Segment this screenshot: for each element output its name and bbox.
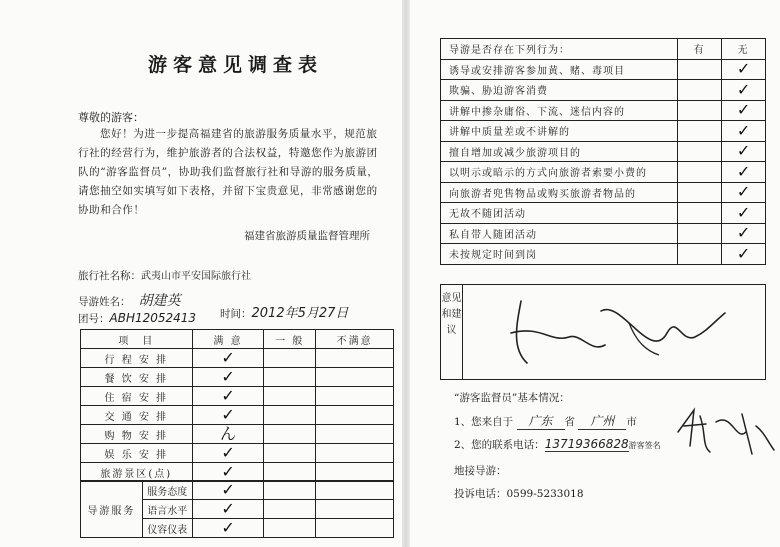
check-mark: ✓ — [192, 349, 264, 368]
time-row — [220, 302, 348, 321]
guide-service-table — [80, 480, 394, 538]
guide-item: 仪容仪表 — [142, 519, 192, 538]
time-value: 2012年5月27日 — [251, 306, 349, 321]
city-value: 广州 — [578, 412, 626, 430]
guide-item: 服务态度 — [142, 481, 192, 500]
behavior-row — [441, 121, 766, 142]
check-mark: ✓ — [722, 141, 766, 162]
check-mark: ✓ — [192, 481, 264, 500]
agency-value: 武夷山市平安国际旅行社 — [141, 271, 251, 282]
check-mark: ✓ — [192, 368, 264, 387]
behavior-item: 擅自增加或减少旅游项目的 — [441, 141, 678, 162]
guide-value: 胡建英 — [138, 293, 181, 309]
behavior-item: 未按规定时间到岗 — [441, 244, 678, 265]
rating-item: 娱 乐 安 排 — [81, 444, 193, 463]
greeting: 尊敬的游客： — [78, 111, 144, 124]
origin-label: 1、您来自于 — [454, 416, 514, 428]
check-mark: ✓ — [722, 182, 766, 203]
rating-item: 行 程 安 排 — [81, 349, 193, 368]
tourist-signature — [672, 402, 777, 460]
check-mark: ✓ — [722, 223, 766, 244]
organization-name: 福建省旅游质量监督管理所 — [244, 230, 370, 242]
behavior-row — [441, 141, 766, 162]
province-value: 广东 — [517, 412, 565, 430]
rating-row — [81, 425, 394, 444]
check-mark: ✓ — [192, 519, 264, 538]
check-mark: ✓ — [722, 59, 766, 80]
behavior-item: 以明示或暗示的方式向旅游者索要小费的 — [441, 162, 678, 183]
check-mark: ✓ — [722, 244, 766, 265]
behavior-row — [441, 203, 766, 224]
behavior-row — [441, 162, 766, 183]
behavior-row — [441, 80, 766, 101]
rating-item: 餐 饮 安 排 — [81, 368, 193, 387]
header-yes: 有 — [678, 39, 722, 60]
rating-row — [81, 463, 394, 482]
behavior-row — [441, 182, 766, 203]
sign-label: 游客签名 — [628, 441, 661, 450]
behavior-row — [441, 100, 766, 121]
behavior-item: 私自带人随团活动 — [441, 223, 678, 244]
behavior-item: 欺骗、胁迫游客消费 — [441, 80, 678, 101]
check-mark: ✓ — [722, 80, 766, 101]
rating-row — [81, 349, 394, 368]
intro-paragraph: 您好！为进一步提高福建省的旅游服务质量水平，规范旅行社的经营行为，维护旅游者的合法权益，特邀您作为旅游团队的“游客监督员”，协助我们监督旅行社和导游的服务质量，请您抽空如实填写如下表格，并留下宝贵意见，非常感谢您的协助和合作！ — [78, 128, 379, 216]
rating-item: 住 宿 安 排 — [81, 387, 193, 406]
behavior-header-row — [441, 39, 766, 60]
check-mark: ✓ — [192, 444, 264, 463]
behavior-item: 诱导或安排游客参加黄、赌、毒项目 — [441, 59, 678, 80]
agency-row — [78, 267, 251, 283]
check-mark: ん — [192, 425, 264, 444]
header-item: 项 目 — [81, 330, 193, 349]
check-mark: ✓ — [192, 406, 264, 425]
header-no: 无 — [722, 39, 766, 60]
rating-table — [80, 329, 394, 482]
guide-item: 语言水平 — [142, 500, 192, 519]
check-mark: ✓ — [722, 121, 766, 142]
opinion-label: 意见和建议 — [441, 285, 463, 379]
phone-label: 2、您的联系电话： — [454, 439, 545, 451]
opinion-box — [440, 284, 766, 380]
survey-title: 游客意见调查表 — [148, 54, 324, 76]
check-mark: ✓ — [192, 463, 264, 482]
check-mark: ✓ — [722, 203, 766, 224]
check-mark: ✓ — [192, 387, 264, 406]
opinion-scribble — [481, 293, 731, 373]
group-label: 团号： — [78, 313, 110, 325]
agency-label: 旅行社名称： — [78, 270, 141, 282]
complaint-label: 投诉电话： — [454, 488, 507, 500]
guide-row — [78, 290, 181, 310]
check-mark: ✓ — [722, 100, 766, 121]
right-page — [410, 0, 780, 547]
guide-label: 导游姓名： — [78, 296, 131, 308]
city-unit: 市 — [626, 416, 637, 428]
rating-item: 旅游景区(点) — [81, 463, 193, 482]
check-mark: ✓ — [722, 162, 766, 183]
province-unit: 省 — [564, 416, 576, 428]
header-satisfied: 满 意 — [192, 330, 264, 349]
rating-row — [81, 406, 394, 425]
phone-row — [454, 437, 661, 452]
header-average: 一 般 — [264, 330, 316, 349]
behavior-row — [441, 59, 766, 80]
local-guide-label: 地接导游： — [454, 465, 507, 477]
rating-row — [81, 444, 394, 463]
rating-row — [81, 387, 394, 406]
header-unsatisfied: 不满意 — [316, 330, 394, 349]
check-mark: ✓ — [192, 500, 264, 519]
behavior-item: 无故不随团活动 — [441, 203, 678, 224]
guide-group-label: 导游服务 — [81, 481, 143, 538]
behavior-item: 讲解中掺杂庸俗、下流、迷信内容的 — [441, 100, 678, 121]
behavior-question: 导游是否存在下列行为： — [441, 39, 678, 60]
group-row — [78, 311, 196, 326]
supervisor-heading: “游客监督员”基本情况： — [454, 392, 570, 404]
rating-item: 交 通 安 排 — [81, 406, 193, 425]
group-value: ABH12052413 — [109, 311, 197, 325]
rating-row — [81, 368, 394, 387]
complaint-row — [454, 486, 584, 501]
page-gutter — [402, 0, 410, 547]
behavior-item: 向旅游者兜售物品或购买旅游者物品的 — [441, 182, 678, 203]
time-label: 时间： — [220, 308, 252, 320]
rating-item: 购 物 安 排 — [81, 425, 193, 444]
behavior-item: 讲解中质量差或不讲解的 — [441, 121, 678, 142]
behavior-row — [441, 223, 766, 244]
guide-row — [81, 481, 394, 500]
behavior-table — [440, 38, 766, 265]
rating-header-row — [81, 330, 394, 349]
behavior-row — [441, 244, 766, 265]
origin-row — [454, 412, 637, 430]
phone-value: 13719366828 — [544, 437, 629, 451]
complaint-value: 0599-5233018 — [506, 488, 584, 500]
